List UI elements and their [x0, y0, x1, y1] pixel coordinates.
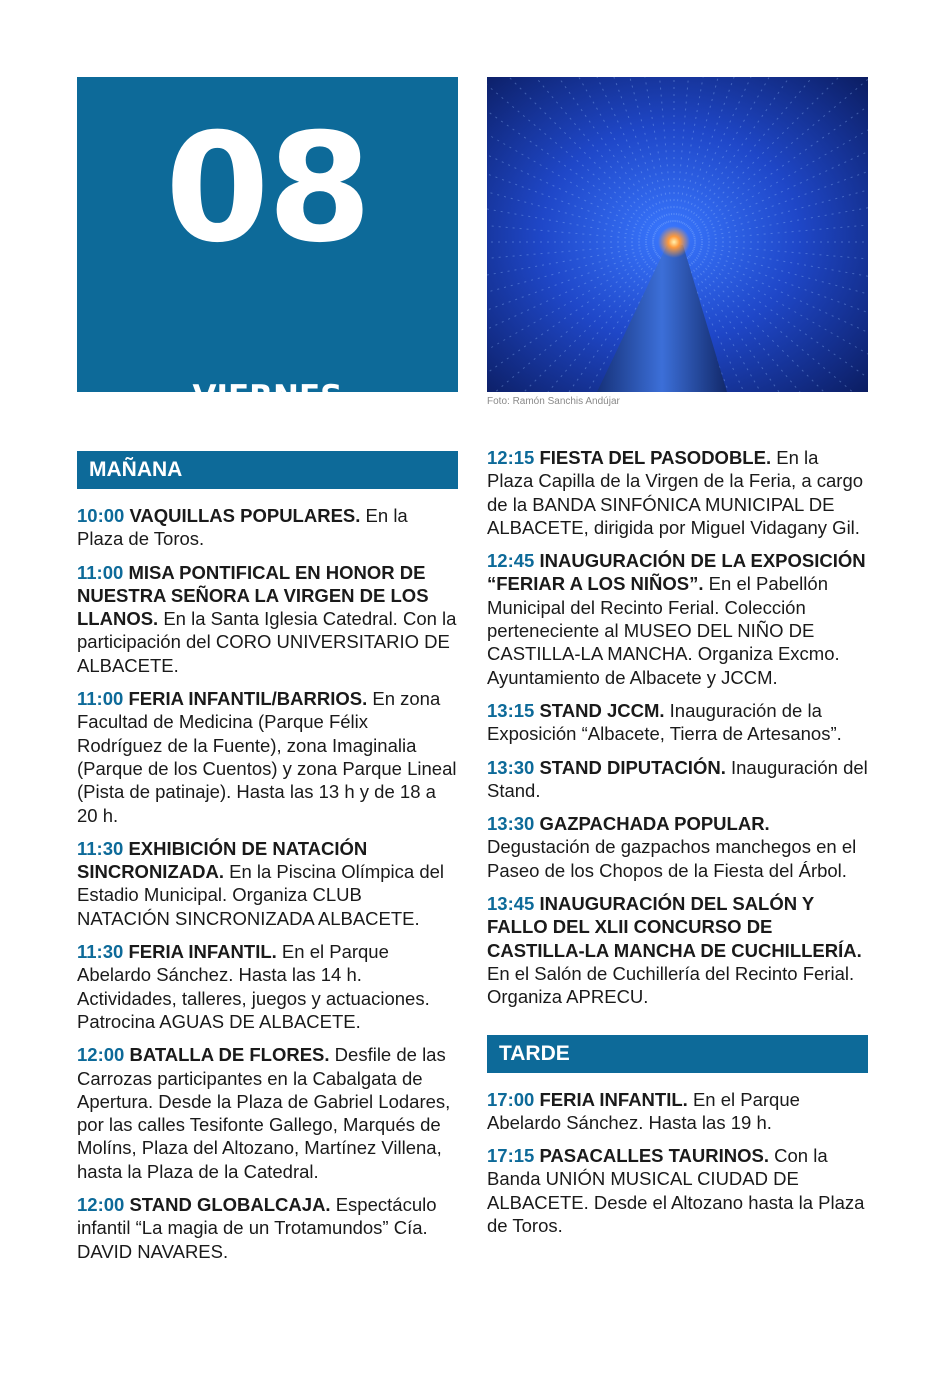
event-description: En el Parque Abelardo Sánchez. Hasta las 14 h. Actividades, talleres, juegos y actuaciones. Patrocina AGUAS DE ALBACETE.	[77, 941, 430, 1032]
event-title: EXHIBICIÓN DE NATACIÓN SINCRONIZADA.	[77, 837, 368, 883]
event-title: VAQUILLAS POPULARES.	[129, 505, 361, 526]
event-description: En el Salón de Cuchillería del Recinto Ferial. Organiza APRECU.	[487, 962, 855, 1008]
section-heading-manana: MAÑANA	[77, 451, 458, 489]
event-title: FIESTA DEL PASODOBLE.	[539, 447, 772, 468]
event-item	[487, 892, 868, 1008]
event-time: 11:30	[77, 941, 124, 963]
event-item	[487, 549, 868, 689]
event-title: FERIA INFANTIL/BARRIOS.	[128, 688, 368, 710]
event-description: En el Parque Abelardo Sánchez. Hasta las 19 h.	[487, 1088, 800, 1133]
event-description: Desfile de las Carrozas participantes en la Cabalgata de Apertura. Desde la Plaza de Gabriel Lodares, por las calles Tesifonte Gallego, Marqués de Molíns, Plaza del Altozano, Martínez Villena, hasta la Plaza de la Catedral.	[77, 1044, 451, 1182]
event-time: 13:15	[487, 699, 535, 721]
event-time: 12:00	[77, 1044, 125, 1066]
feria-lights-photo	[487, 77, 868, 392]
event-item	[487, 699, 868, 746]
event-description: En el Pabellón Municipal del Recinto Ferial. Colección perteneciente al MUSEO DEL NIÑO DE CASTILLA-LA MANCHA. Organiza Excmo. Ayuntamiento de Albacete y JCCM.	[487, 573, 840, 688]
event-time: 17:00	[487, 1088, 535, 1110]
event-title: STAND DIPUTACIÓN.	[539, 756, 726, 778]
event-time: 12:00	[77, 1194, 125, 1216]
event-time: 17:15	[487, 1145, 535, 1167]
event-description: Degustación de gazpachos manchegos en el Paseo de los Chopos de la Fiesta del Árbol.	[487, 836, 857, 881]
event-title: STAND GLOBALCAJA.	[129, 1194, 331, 1216]
schedule-left-column	[77, 451, 458, 1273]
section-heading-tarde: TARDE	[487, 1035, 868, 1073]
event-time: 10:00	[77, 505, 125, 526]
event-description: Espectáculo infantil “La magia de un Trotamundos” Cía. DAVID NAVARES.	[77, 1194, 437, 1262]
event-title: INAUGURACIÓN DE LA EXPOSICIÓN “FERIAR A LOS NIÑOS”.	[487, 550, 866, 595]
event-list-manana	[77, 504, 458, 1263]
event-item	[487, 446, 868, 539]
event-time: 11:30	[77, 837, 124, 859]
event-title: BATALLA DE FLORES.	[129, 1044, 330, 1066]
event-description: En la Piscina Olímpica del Estadio Municipal. Organiza CLUB NATACIÓN SINCRONIZADA ALBACETE.	[77, 861, 445, 929]
event-time: 13:30	[487, 756, 535, 778]
event-list-manana-cont	[487, 446, 868, 1009]
event-item	[77, 837, 458, 930]
event-title: PASACALLES TAURINOS.	[539, 1145, 770, 1167]
event-description: Inauguración del Stand.	[487, 756, 868, 801]
event-list-tarde	[487, 1088, 868, 1238]
event-item	[77, 1193, 458, 1263]
event-title: INAUGURACIÓN DEL SALÓN Y FALLO DEL XLII CONCURSO DE CASTILLA-LA MANCHA DE CUCHILLERÍA.	[487, 893, 862, 961]
event-title: GAZPACHADA POPULAR.	[539, 813, 770, 835]
event-description: En la Plaza Capilla de la Virgen de la Feria, a cargo de la BANDA SINFÓNICA MUNICIPAL DE ALBACETE, dirigida por Miguel Vidagany Gil.	[487, 447, 864, 538]
event-description: Inauguración de la Exposición “Albacete, Tierra de Artesanos”.	[487, 699, 842, 745]
schedule-right-column	[487, 446, 868, 1247]
event-item	[487, 756, 868, 803]
event-title: STAND JCCM.	[539, 699, 665, 721]
event-title: FERIA INFANTIL.	[128, 941, 277, 963]
event-description: Con la Banda UNIÓN MUSICAL CIUDAD DE ALBACETE. Desde el Altozano hasta la Plaza de Toros.	[487, 1145, 865, 1237]
day-name: — VIERNES —	[150, 379, 385, 415]
event-time: 13:45	[487, 893, 535, 915]
event-title: MISA PONTIFICAL EN HONOR DE NUESTRA SEÑORA LA VIRGEN DE LOS LLANOS.	[77, 561, 429, 630]
event-description: En la Plaza de Toros.	[77, 505, 408, 550]
event-item	[77, 1043, 458, 1183]
date-box: 08 — VIERNES —	[77, 77, 458, 392]
event-time: 11:00	[77, 688, 124, 710]
event-time: 11:00	[77, 561, 124, 583]
event-item	[77, 561, 458, 677]
event-item	[77, 940, 458, 1033]
event-description: En zona Facultad de Medicina (Parque Félix Rodríguez de la Fuente), zona Imaginalia (Parque de los Cuentos) y zona Parque Lineal (Pista de patinaje). Hasta las 13 h y de 18 a 20 h.	[77, 688, 457, 826]
photo-credit: Foto: Ramón Sanchis Andújar	[487, 396, 620, 407]
event-item	[77, 504, 458, 551]
event-item	[487, 812, 868, 882]
event-description: En la Santa Iglesia Catedral. Con la participación del CORO UNIVERSITARIO DE ALBACETE.	[77, 608, 457, 676]
event-item	[487, 1088, 868, 1135]
event-time: 12:45	[487, 550, 535, 572]
event-time: 13:30	[487, 813, 535, 835]
event-title: FERIA INFANTIL.	[539, 1088, 688, 1110]
event-item	[77, 687, 458, 827]
event-item	[487, 1144, 868, 1237]
event-time: 12:15	[487, 447, 535, 468]
